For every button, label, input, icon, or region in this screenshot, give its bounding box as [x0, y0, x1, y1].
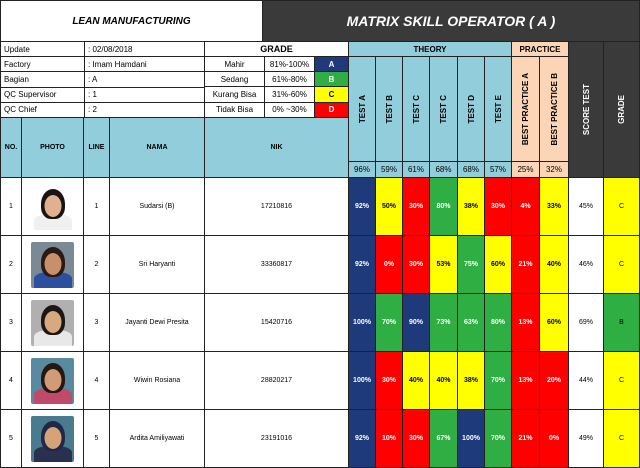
test-score-cell: 80% — [430, 178, 458, 236]
col-header-no: NO. — [0, 118, 22, 178]
row-line: 2 — [84, 236, 110, 294]
info-value: : 1 — [85, 88, 205, 103]
grade-code-badge: B — [315, 72, 349, 87]
operator-photo — [31, 242, 74, 288]
test-score-cell: 21% — [512, 410, 540, 468]
grade-name: Sedang — [205, 72, 265, 87]
col-header-test — [485, 57, 512, 162]
row-grade: C — [604, 236, 640, 294]
test-average: 68% — [458, 162, 485, 178]
row-no: 3 — [0, 294, 22, 352]
col-header-test-label: TEST C — [439, 94, 448, 124]
row-no: 1 — [0, 178, 22, 236]
test-score-cell: 38% — [458, 352, 485, 410]
test-score-cell: 30% — [403, 410, 430, 468]
col-header-grade — [604, 42, 640, 178]
col-header-test-label: BEST PRACTICE A — [521, 72, 530, 146]
test-score-cell: 40% — [540, 236, 569, 294]
grade-name: Tidak Bisa — [205, 103, 265, 118]
row-name: Wiwin Rosiana — [110, 352, 205, 410]
row-photo-cell — [22, 410, 84, 468]
test-score-cell: 70% — [485, 410, 512, 468]
col-header-test-label: TEST B — [384, 94, 394, 124]
info-label: Update — [0, 42, 85, 57]
test-score-cell: 70% — [485, 352, 512, 410]
grade-code-badge: D — [315, 103, 349, 118]
row-photo-cell — [22, 294, 84, 352]
test-score-cell: 70% — [376, 294, 403, 352]
operator-photo — [31, 416, 74, 462]
test-score-cell: 67% — [430, 410, 458, 468]
theory-group-header: THEORY — [349, 42, 512, 57]
test-score-cell: 40% — [430, 352, 458, 410]
test-score-cell: 40% — [403, 352, 430, 410]
info-value: : Imam Hamdani — [85, 57, 205, 72]
test-score-cell: 0% — [540, 410, 569, 468]
test-score-cell: 92% — [349, 410, 376, 468]
row-name: Jayanti Dewi Presita — [110, 294, 205, 352]
row-no: 5 — [0, 410, 22, 468]
test-score-cell: 80% — [485, 294, 512, 352]
row-photo-cell — [22, 352, 84, 410]
test-score-cell: 60% — [540, 294, 569, 352]
test-score-cell: 13% — [512, 294, 540, 352]
row-name: Ardita Amiliyawati — [110, 410, 205, 468]
company-title: LEAN MANUFACTURING — [0, 0, 263, 42]
col-header-test-label: TEST E — [493, 94, 503, 123]
test-average: 57% — [485, 162, 512, 178]
col-header-test-label: TEST A — [357, 94, 367, 124]
row-nik: 33360817 — [205, 236, 349, 294]
test-score-cell: 30% — [485, 178, 512, 236]
test-score-cell: 60% — [485, 236, 512, 294]
row-nik: 15420716 — [205, 294, 349, 352]
row-score-test: 69% — [569, 294, 604, 352]
row-line: 1 — [84, 178, 110, 236]
col-header-name: NAMA — [110, 118, 205, 178]
test-score-cell: 38% — [458, 178, 485, 236]
test-score-cell: 53% — [430, 236, 458, 294]
col-header-photo: PHOTO — [22, 118, 84, 178]
row-line: 4 — [84, 352, 110, 410]
grade-name: Kurang Bisa — [205, 87, 265, 102]
test-score-cell: 50% — [376, 178, 403, 236]
col-header-test — [403, 57, 430, 162]
row-score-test: 45% — [569, 178, 604, 236]
test-average: 32% — [540, 162, 569, 178]
row-score-test: 49% — [569, 410, 604, 468]
col-header-nik: NIK — [205, 118, 349, 178]
test-score-cell: 30% — [376, 352, 403, 410]
test-score-cell: 30% — [403, 178, 430, 236]
test-score-cell: 100% — [349, 294, 376, 352]
operator-photo — [31, 184, 74, 230]
info-label: Bagian — [0, 72, 85, 87]
row-grade: B — [604, 294, 640, 352]
test-score-cell: 100% — [458, 410, 485, 468]
row-grade: C — [604, 410, 640, 468]
col-header-test — [458, 57, 485, 162]
grade-name: Mahir — [205, 57, 265, 72]
test-average: 96% — [349, 162, 376, 178]
grade-code-badge: C — [315, 87, 349, 102]
test-score-cell: 13% — [512, 352, 540, 410]
grade-range: 0% ~30% — [265, 103, 315, 118]
test-average: 68% — [430, 162, 458, 178]
test-score-cell: 63% — [458, 294, 485, 352]
col-header-grade-label: GRADE — [617, 95, 626, 124]
test-score-cell: 100% — [349, 352, 376, 410]
info-value: : A — [85, 72, 205, 87]
test-score-cell: 21% — [512, 236, 540, 294]
test-score-cell: 4% — [512, 178, 540, 236]
operator-photo — [31, 300, 74, 346]
row-photo-cell — [22, 236, 84, 294]
row-nik: 28820217 — [205, 352, 349, 410]
test-score-cell: 92% — [349, 178, 376, 236]
matrix-title: MATRIX SKILL OPERATOR ( A ) — [263, 0, 640, 42]
info-value: : 2 — [85, 103, 205, 118]
row-name: Sri Haryanti — [110, 236, 205, 294]
col-header-test-label: BEST PRACTICE B — [549, 72, 559, 146]
test-average: 59% — [376, 162, 403, 178]
info-label: QC Supervisor — [0, 88, 85, 103]
test-average: 25% — [512, 162, 540, 178]
test-score-cell: 75% — [458, 236, 485, 294]
info-label: QC Chief — [0, 103, 85, 118]
operator-photo — [31, 358, 74, 404]
grade-range: 31%-60% — [265, 87, 315, 102]
test-score-cell: 20% — [540, 352, 569, 410]
col-header-test-label: TEST C — [411, 94, 421, 124]
test-score-cell: 92% — [349, 236, 376, 294]
col-header-test-label: TEST D — [466, 94, 476, 124]
test-score-cell: 90% — [403, 294, 430, 352]
row-name: Sudarsi (B) — [110, 178, 205, 236]
col-header-line: LINE — [84, 118, 110, 178]
test-score-cell: 33% — [540, 178, 569, 236]
col-header-test — [512, 57, 540, 162]
col-header-test — [376, 57, 403, 162]
col-header-test — [349, 57, 376, 162]
col-header-score-test — [569, 42, 604, 178]
grade-legend-title: GRADE — [205, 42, 349, 57]
info-label: Factory — [0, 57, 85, 72]
row-grade: C — [604, 352, 640, 410]
row-nik: 17210816 — [205, 178, 349, 236]
grade-code-badge: A — [315, 57, 349, 72]
row-score-test: 44% — [569, 352, 604, 410]
col-header-score-test-label: SCORE TEST — [581, 83, 591, 136]
test-average: 61% — [403, 162, 430, 178]
test-score-cell: 0% — [376, 236, 403, 294]
row-photo-cell — [22, 178, 84, 236]
grade-range: 81%-100% — [265, 57, 315, 72]
col-header-test — [540, 57, 569, 162]
row-no: 4 — [0, 352, 22, 410]
test-score-cell: 10% — [376, 410, 403, 468]
row-line: 5 — [84, 410, 110, 468]
row-grade: C — [604, 178, 640, 236]
grade-range: 61%-80% — [265, 72, 315, 87]
practice-group-header: PRACTICE — [512, 42, 569, 57]
col-header-test — [430, 57, 458, 162]
row-score-test: 46% — [569, 236, 604, 294]
row-line: 3 — [84, 294, 110, 352]
info-value: : 02/08/2018 — [85, 42, 205, 57]
test-score-cell: 73% — [430, 294, 458, 352]
row-no: 2 — [0, 236, 22, 294]
test-score-cell: 30% — [403, 236, 430, 294]
row-nik: 23191016 — [205, 410, 349, 468]
